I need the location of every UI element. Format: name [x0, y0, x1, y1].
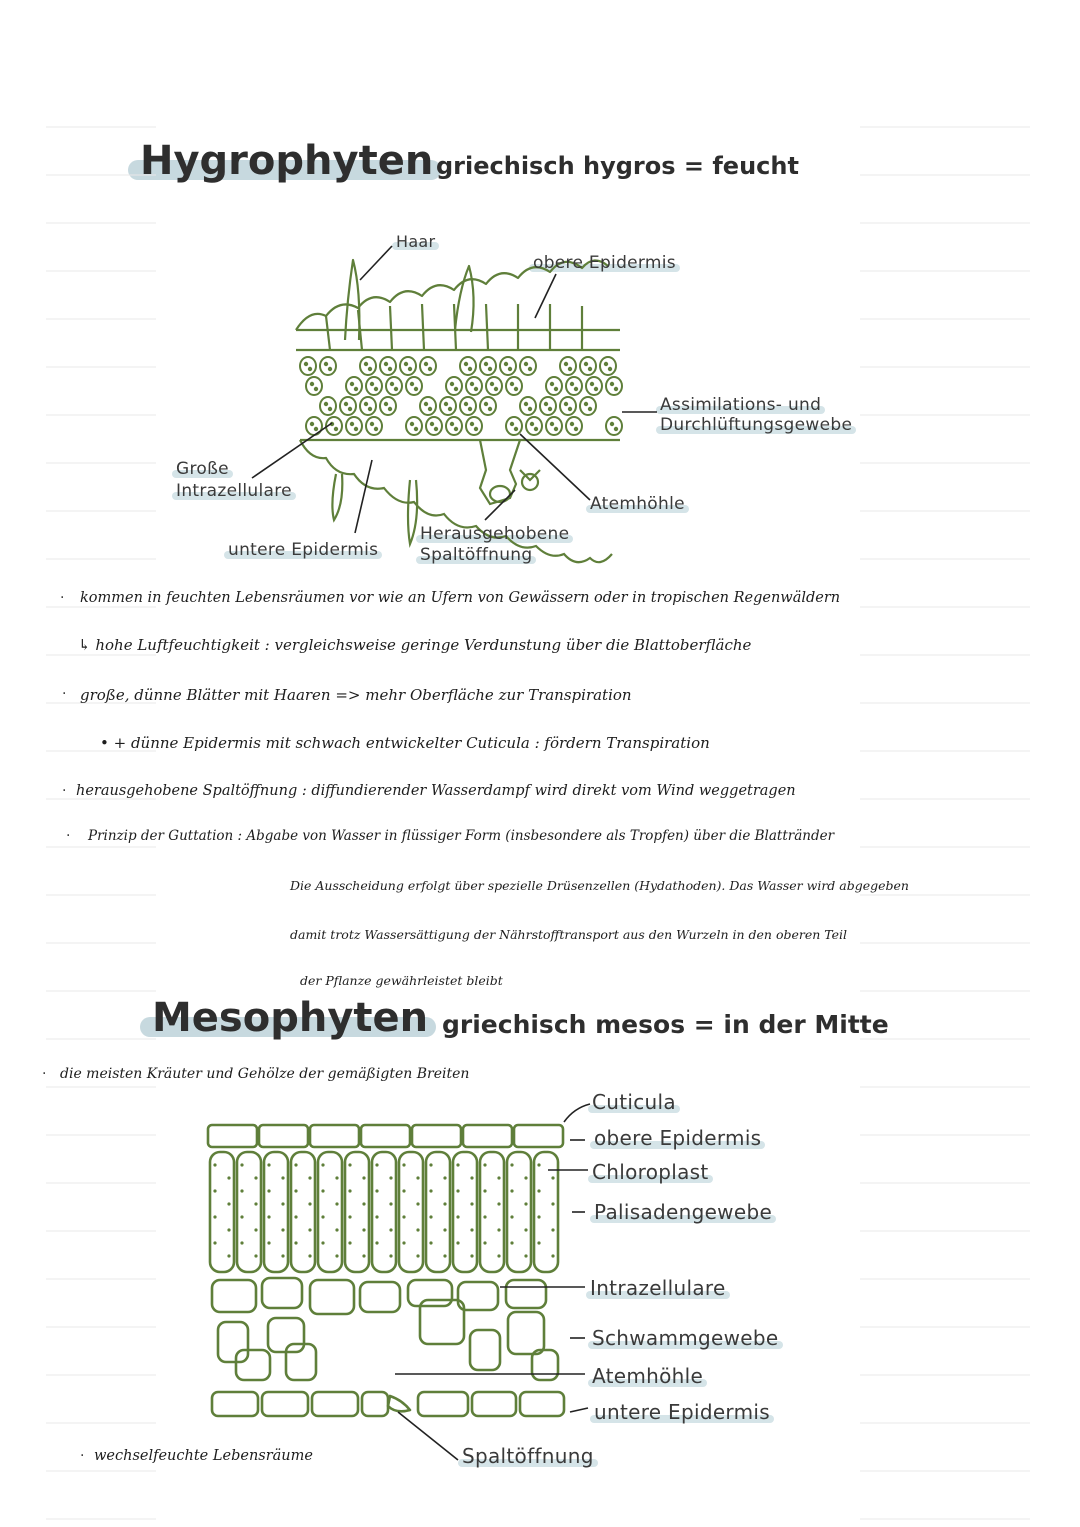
- label-chloroplast: Chloroplast: [592, 1160, 709, 1184]
- note-line: ↳ hohe Luftfeuchtigkeit : vergleichsweise geringe Verdunstung über die Blattoberfläche: [78, 636, 752, 654]
- label-obere-epidermis-meso: obere Epidermis: [594, 1126, 762, 1150]
- label-untere-epidermis-meso: untere Epidermis: [594, 1400, 770, 1424]
- label-untere-epidermis-hygro: untere Epidermis: [228, 540, 379, 560]
- label-obere-epidermis-hygro: obere Epidermis: [533, 253, 676, 273]
- note-line: herausgehobene Spaltöffnung : diffundierender Wasserdampf wird direkt vom Wind weggetragen: [76, 783, 796, 799]
- label-spalt-1: Herausgehobene: [420, 524, 570, 544]
- note-line: Prinzip der Guttation : Abgabe von Wasser in flüssiger Form (insbesondere als Tropfen) über die Blattränder: [88, 828, 835, 844]
- note-line: Die Ausscheidung erfolgt über spezielle Drüsenzellen (Hydathoden). Das Wasser wird abgegeben: [290, 878, 909, 893]
- label-grosse: Große: [176, 459, 229, 479]
- label-intrazellulare-meso: Intrazellulare: [590, 1276, 726, 1300]
- label-schwammgewebe: Schwammgewebe: [592, 1326, 779, 1350]
- note-line: der Pflanze gewährleistet bleibt: [300, 973, 503, 988]
- bullet: ·: [62, 686, 67, 702]
- label-assimilation-1: Assimilations- und: [660, 395, 822, 415]
- meso-title: Mesophyten: [152, 995, 428, 1041]
- bullet: ·: [60, 590, 65, 606]
- bullet: ·: [42, 1066, 47, 1082]
- label-spaltoeffnung: Spaltöffnung: [462, 1444, 594, 1468]
- meso-subtitle: griechisch mesos = in der Mitte: [442, 1010, 889, 1039]
- label-spalt-2: Spaltöffnung: [420, 545, 533, 565]
- label-haar: Haar: [396, 232, 436, 251]
- hygro-subtitle: griechisch hygros = feucht: [436, 152, 799, 180]
- meso-note-top: die meisten Kräuter und Gehölze der gemäßigten Breiten: [60, 1066, 470, 1082]
- label-palisadengewebe: Palisadengewebe: [594, 1200, 773, 1224]
- bullet: ·: [66, 828, 71, 844]
- label-atemhoehle-hygro: Atemhöhle: [590, 494, 685, 514]
- note-line: kommen in feuchten Lebensräumen vor wie an Ufern von Gewässern oder in tropischen Regenwäldern: [80, 590, 841, 606]
- label-atemhoehle-meso: Atemhöhle: [592, 1364, 704, 1388]
- note-line: damit trotz Wassersättigung der Nährstofftransport aus den Wurzeln in den oberen Teil: [290, 927, 848, 942]
- note-line: • + dünne Epidermis mit schwach entwickelter Cuticula : fördern Transpiration: [100, 734, 710, 752]
- label-cuticula: Cuticula: [592, 1090, 676, 1114]
- hygro-title: Hygrophyten: [140, 138, 433, 184]
- label-assimilation-2: Durchlüftungsgewebe: [660, 415, 853, 435]
- label-intrazellulare-hygro: Intrazellulare: [176, 481, 292, 501]
- note-line: große, dünne Blätter mit Haaren => mehr Oberfläche zur Transpiration: [80, 686, 632, 704]
- bullet: ·: [80, 1448, 85, 1464]
- meso-note-bottom: wechselfeuchte Lebensräume: [94, 1448, 313, 1464]
- bullet: ·: [62, 783, 67, 799]
